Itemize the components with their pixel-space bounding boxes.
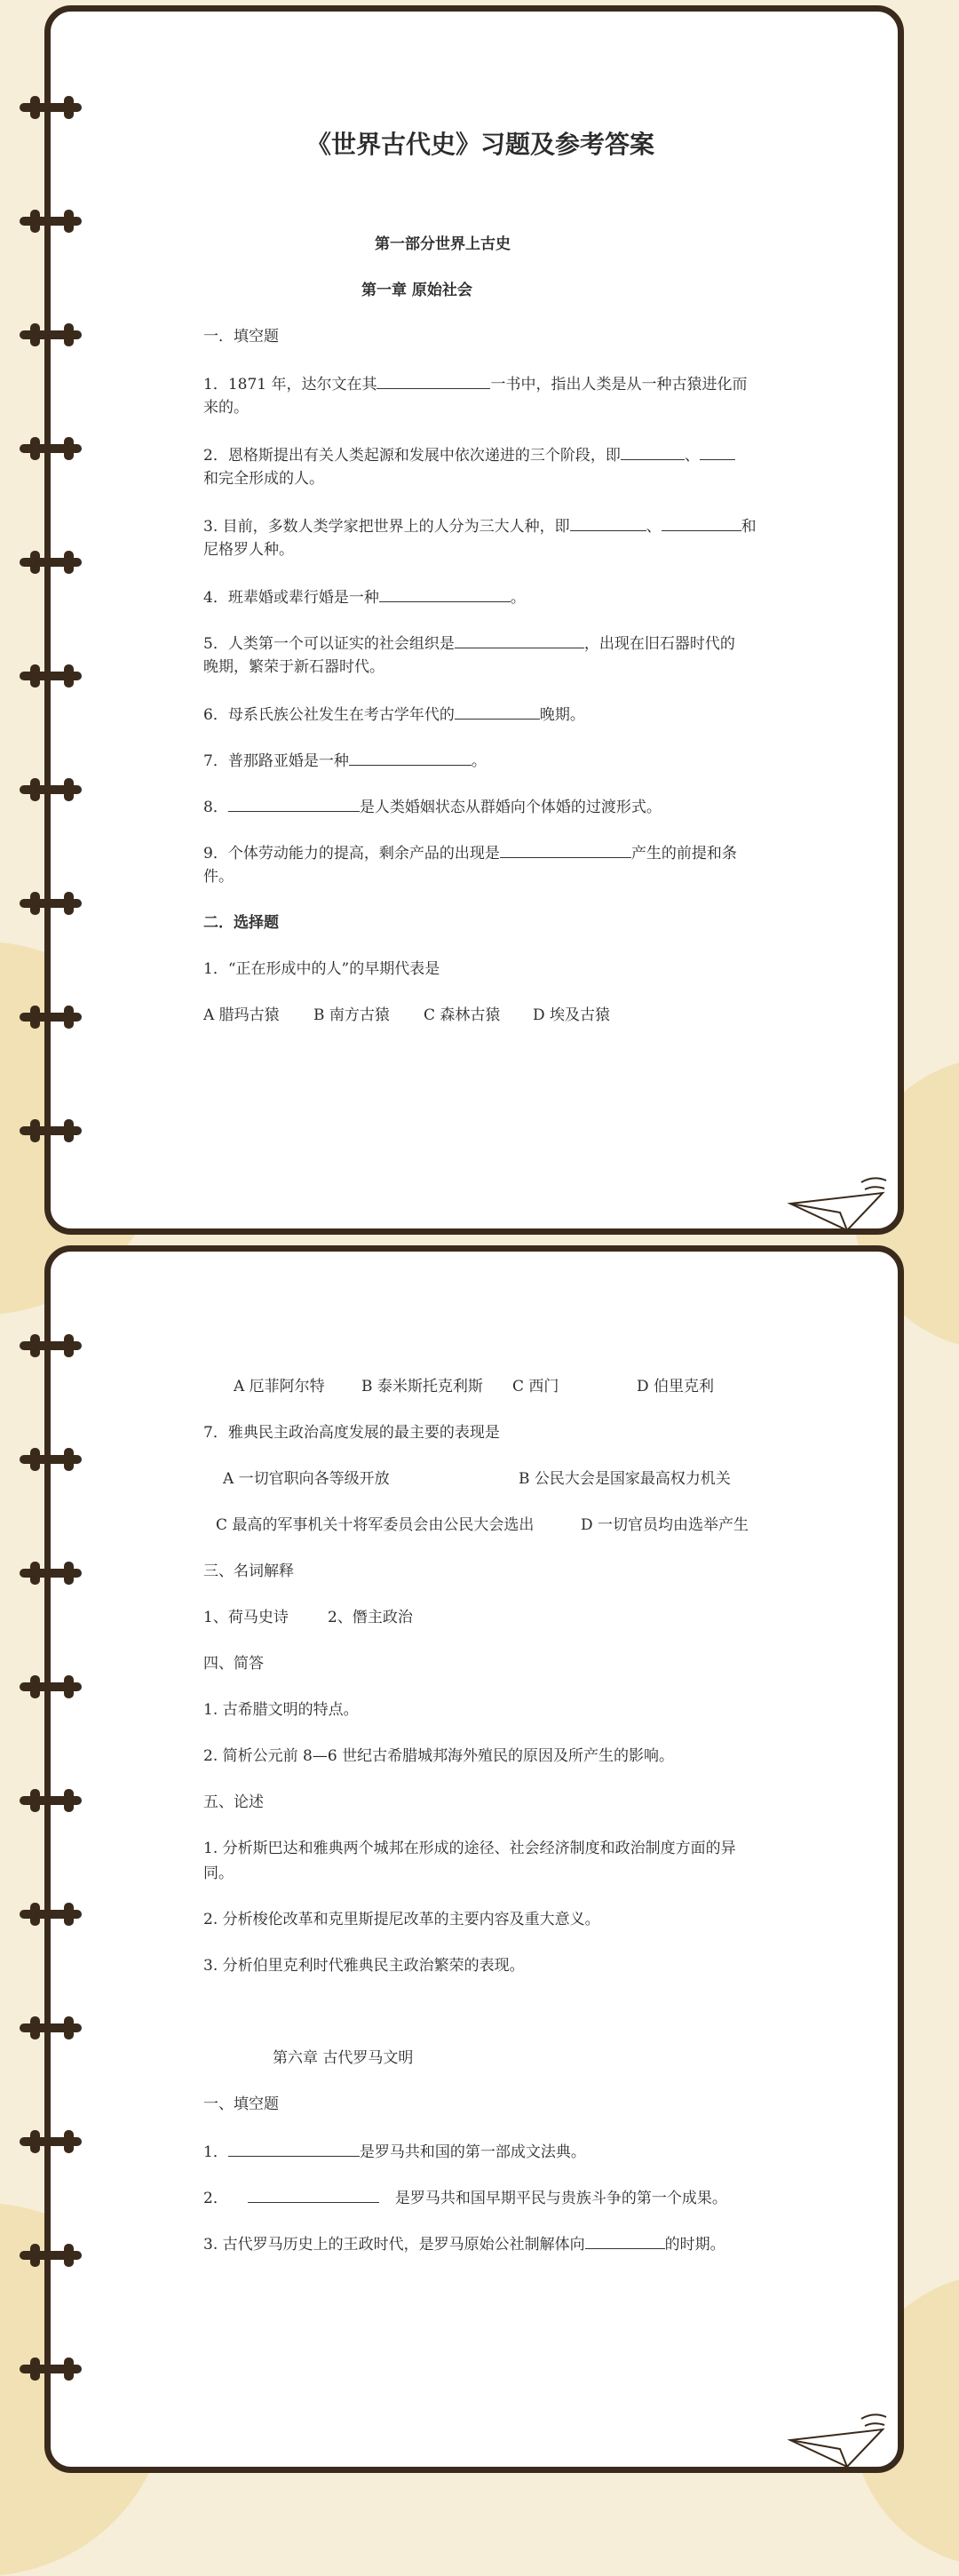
binder-ring-icon	[20, 551, 82, 574]
binder-ring-icon	[20, 1903, 82, 1926]
essay-1-cont: 同。	[203, 1864, 234, 1882]
question-4	[203, 585, 526, 608]
section-heading-short-answer: 四、简答	[203, 1655, 264, 1673]
notebook-page-2	[44, 1245, 904, 2473]
choice-option-c: C 最高的军事机关十将军委员会由公民大会选出	[216, 1516, 535, 1534]
choice-question-1: 1．“正在形成中的人”的早期代表是	[203, 960, 440, 978]
question-text: 的时期。	[664, 2236, 725, 2254]
essay-2: 2. 分析梭伦改革和克里斯提尼改革的主要内容及重大意义。	[203, 1911, 600, 1928]
answer-blank	[585, 2232, 665, 2249]
chapter-heading: 第六章 古代罗马文明	[273, 2049, 414, 2067]
section-heading-essay: 五、论述	[203, 1793, 264, 1811]
choice-option-a: A 腊玛古猿	[203, 1006, 280, 1024]
question-3-cont: 尼格罗人种。	[203, 541, 294, 559]
roman-question-3	[203, 2232, 725, 2255]
choice-question-7: 7．雅典民主政治高度发展的最主要的表现是	[203, 1424, 500, 1442]
binder-ring-icon	[20, 1789, 82, 1812]
question-7	[203, 749, 487, 772]
question-text: 1．	[203, 2143, 228, 2161]
question-9	[203, 841, 737, 864]
question-5	[203, 632, 735, 655]
question-text: 5．人类第一个可以证实的社会组织是	[203, 635, 455, 653]
binder-ring-icon	[20, 437, 82, 460]
answer-blank	[248, 2186, 379, 2203]
essay-1: 1. 分析斯巴达和雅典两个城邦在形成的途径、社会经济制度和政治制度方面的异	[203, 1840, 736, 1857]
question-6	[203, 703, 585, 726]
question-text: 6．母系氏族公社发生在考古学年代的	[203, 706, 455, 724]
answer-blank	[570, 514, 646, 531]
question-text: 。	[510, 589, 526, 607]
section-heading-fill-blank: 一．填空题	[203, 328, 279, 346]
choice-option-c: C 西门	[512, 1378, 559, 1395]
question-text: 4．班辈婚或辈行婚是一种	[203, 589, 379, 607]
essay-3: 3. 分析伯里克利时代雅典民主政治繁荣的表现。	[203, 1957, 525, 1975]
binder-ring-icon	[20, 1119, 82, 1142]
binder-ring-icon	[20, 1334, 82, 1357]
question-3	[203, 514, 757, 537]
document-title: 《世界古代史》习题及参考答案	[305, 130, 654, 159]
question-text: 是罗马共和国早期平民与贵族斗争的第一个成果。	[394, 2190, 727, 2207]
question-text: 晚期。	[539, 706, 585, 724]
paper-plane-icon	[783, 2403, 894, 2473]
term-1: 1、荷马史诗	[203, 1609, 289, 1626]
answer-blank	[455, 632, 584, 648]
answer-blank	[621, 443, 685, 460]
question-2-cont: 和完全形成的人。	[203, 470, 324, 488]
choice-option-d: D 埃及古猿	[533, 1006, 611, 1024]
question-text: 2．恩格斯提出有关人类起源和发展中依次递进的三个阶段，即	[203, 447, 621, 465]
binder-ring-icon	[20, 1006, 82, 1029]
roman-question-2	[203, 2186, 727, 2209]
question-5-cont: 晚期，繁荣于新石器时代。	[203, 658, 384, 676]
binder-ring-icon	[20, 2244, 82, 2267]
question-8	[203, 795, 662, 818]
binder-ring-icon	[20, 210, 82, 233]
binder-ring-icon	[20, 1562, 82, 1585]
choice-option-b: B 公民大会是国家最高权力机关	[519, 1470, 731, 1488]
answer-blank	[500, 841, 631, 858]
short-answer-2: 2. 简析公元前 8—6 世纪古希腊城邦海外殖民的原因及所产生的影响。	[203, 1747, 675, 1765]
question-text: 9．个体劳动能力的提高，剩余产品的出现是	[203, 845, 500, 863]
question-text: 一书中，指出人类是从一种古猿进化而	[490, 376, 748, 394]
section-heading-choice: 二．选择题	[203, 914, 279, 932]
answer-blank	[376, 372, 490, 389]
binder-ring-icon	[20, 1675, 82, 1698]
choice-option-c: C 森林古猿	[424, 1006, 501, 1024]
answer-blank	[379, 585, 511, 602]
question-9-cont: 件。	[203, 868, 234, 886]
binder-ring-icon	[20, 96, 82, 119]
chapter-heading: 第一章 原始社会	[361, 282, 472, 299]
choice-option-a: A 一切官职向各等级开放	[223, 1470, 390, 1488]
answer-blank	[228, 2140, 360, 2157]
question-text: 是人类婚姻状态从群婚向个体婚的过渡形式。	[359, 799, 662, 816]
answer-blank	[700, 443, 735, 460]
choice-option-b: B 南方古猿	[313, 1006, 390, 1024]
binder-ring-icon	[20, 1448, 82, 1471]
question-text: 、	[684, 447, 700, 465]
question-1-cont: 来的。	[203, 399, 249, 417]
short-answer-1: 1. 古希腊文明的特点。	[203, 1701, 359, 1719]
question-text: ，出现在旧石器时代的	[583, 635, 735, 653]
answer-blank	[662, 514, 741, 531]
paper-plane-icon	[783, 1166, 894, 1235]
section-heading-terms: 三、名词解释	[203, 1562, 294, 1580]
answer-blank	[455, 703, 540, 720]
binder-ring-icon	[20, 778, 82, 801]
question-text: 1．1871 年，达尔文在其	[203, 376, 377, 394]
question-1	[203, 372, 747, 395]
question-text: 是罗马共和国的第一部成文法典。	[359, 2143, 586, 2161]
notebook-page-1	[44, 5, 904, 1235]
question-text: 7．普那路亚婚是一种	[203, 752, 349, 770]
question-text: 8．	[203, 799, 228, 816]
choice-option-b: B 泰米斯托克利斯	[361, 1378, 483, 1395]
section-heading-fill-blank: 一、填空题	[203, 2095, 279, 2113]
question-text: 2．	[203, 2190, 228, 2207]
binder-ring-icon	[20, 664, 82, 688]
answer-blank	[228, 795, 360, 812]
binder-ring-icon	[20, 2016, 82, 2039]
question-2	[203, 443, 735, 466]
choice-option-d: D 一切官员均由选举产生	[581, 1516, 749, 1534]
binder-ring-icon	[20, 2357, 82, 2381]
choice-option-d: D 伯里克利	[637, 1378, 715, 1395]
part-heading: 第一部分世界上古史	[375, 235, 511, 253]
binder-ring-icon	[20, 2130, 82, 2153]
question-text: 、	[646, 518, 662, 536]
binder-ring-icon	[20, 892, 82, 915]
question-text: 和	[741, 518, 757, 536]
question-text: 3. 古代罗马历史上的王政时代，是罗马原始公社制解体向	[203, 2236, 585, 2254]
term-2: 2、僭主政治	[328, 1609, 413, 1626]
binder-ring-icon	[20, 323, 82, 346]
roman-question-1	[203, 2140, 586, 2163]
answer-blank	[349, 749, 472, 766]
choice-option-a: A 厄菲阿尔特	[234, 1378, 325, 1395]
question-text: 产生的前提和条	[630, 845, 737, 863]
question-text: 。	[471, 752, 487, 770]
question-text: 3. 目前，多数人类学家把世界上的人分为三大人种，即	[203, 518, 570, 536]
